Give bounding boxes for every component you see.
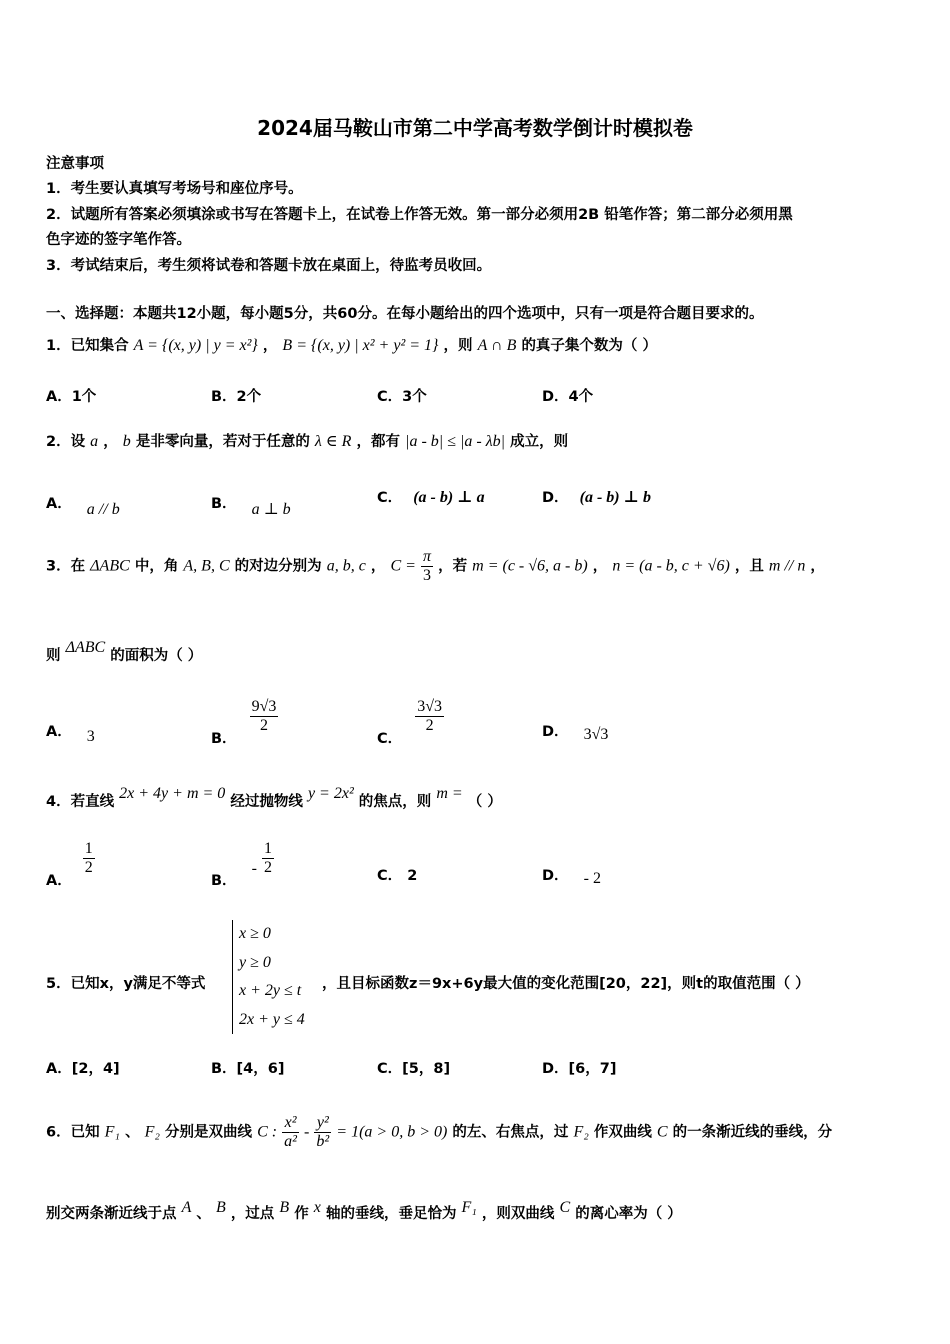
q2-option-b-math: a ⊥ b bbox=[251, 501, 291, 518]
q6-frac-y bbox=[314, 1114, 331, 1151]
q3-text-1: 中，角 bbox=[134, 558, 179, 575]
q4-option-b bbox=[211, 840, 274, 889]
q6-condition: = 1(a > 0, b > 0) bbox=[336, 1123, 448, 1141]
q2-lambda: λ ∈ R bbox=[314, 433, 352, 450]
q2-text-3: 成立，则 bbox=[510, 434, 569, 450]
q3-option-d-label: D． bbox=[542, 724, 569, 740]
q3-pi-over-3 bbox=[421, 548, 433, 585]
q4-option-a-frac bbox=[83, 840, 95, 877]
q2-option-c-label: C． bbox=[377, 490, 403, 506]
q1-option-b: B．2个 bbox=[211, 389, 262, 405]
q3-option-c-den: 2 bbox=[425, 717, 434, 734]
q5-inequality-system bbox=[232, 920, 305, 1034]
notice-item-1: 1．考生要认真填写考场号和座位序号。 bbox=[46, 181, 303, 197]
q1-option-a: A．1个 bbox=[46, 389, 97, 405]
exam-title: 2024届马鞍山市第二中学高考数学倒计时模拟卷 bbox=[257, 116, 693, 140]
q3-angles: A, B, C bbox=[183, 557, 230, 575]
q6-text-7: 轴的垂线，垂足恰为 bbox=[325, 1206, 457, 1222]
q6-line2: 别交两条渐近线于点 bbox=[46, 1206, 177, 1222]
q6-text-2: 的左、右焦点，过 bbox=[452, 1124, 569, 1141]
q6-f2: F₂ bbox=[144, 1123, 160, 1141]
q3-text-2: 的对边分别为 bbox=[234, 558, 322, 575]
q1-option-d: D．4个 bbox=[542, 389, 594, 405]
q5-ineq-1: x ≥ 0 bbox=[239, 925, 271, 942]
q2-prefix: 2．设 bbox=[46, 434, 86, 450]
q3-text-5: ， bbox=[810, 558, 825, 575]
q2-option-d-math: (a - b) ⊥ b bbox=[579, 489, 651, 506]
q3-triangle: ΔABC bbox=[90, 557, 130, 575]
q6-c: C bbox=[656, 1123, 668, 1141]
q3-option-c bbox=[377, 698, 444, 747]
q4-text-3: （ ） bbox=[467, 794, 502, 810]
q3-option-a-label: A． bbox=[46, 724, 72, 740]
q4-option-a-label: A． bbox=[46, 872, 72, 889]
q5-ineq-2: y ≥ 0 bbox=[239, 953, 271, 971]
q4-option-a bbox=[46, 840, 95, 889]
q1-cap: A ∩ B bbox=[477, 337, 517, 354]
q3-sep: ， bbox=[592, 558, 608, 575]
q4-option-c-label: C． bbox=[377, 868, 403, 884]
q6-f2-b: F₂ bbox=[573, 1123, 589, 1141]
q6-f1-b: F₁ bbox=[461, 1199, 477, 1216]
q3-option-c-num: 3√3 bbox=[417, 698, 442, 715]
q4-option-b-den: 2 bbox=[264, 859, 273, 876]
question-2 bbox=[46, 430, 568, 451]
q3-text-3: ，若 bbox=[438, 558, 468, 575]
q2-option-d-label: D． bbox=[542, 490, 569, 506]
q6-text-4: 的一条渐近线的垂线，分 bbox=[672, 1124, 833, 1141]
q1-prefix: 1．已知集合 bbox=[46, 338, 129, 354]
q5-ineq-3: x + 2y ≤ t bbox=[239, 982, 302, 999]
q4-option-a-num: 1 bbox=[84, 840, 93, 857]
q1-option-c: C．3个 bbox=[377, 389, 427, 405]
question-1 bbox=[46, 334, 657, 355]
notice-item-2: 2．试题所有答案必须填涂或书写在答题卡上，在试卷上作答无效。第一部分必须用2B 铅笔作答；第二部分必须用黑 bbox=[46, 207, 793, 223]
q6-point-a: A bbox=[181, 1199, 192, 1216]
q2-vector-a: a bbox=[90, 433, 99, 450]
question-4 bbox=[46, 785, 502, 811]
q3-vector-n: n = (a - b, c + √6) bbox=[612, 557, 730, 575]
q3-vector-m: m = (c - √6, a - b) bbox=[472, 557, 588, 575]
q2-vector-b: b bbox=[122, 433, 131, 450]
q6-text-1: 分别是双曲线 bbox=[165, 1124, 253, 1141]
question-5-prefix: 5．已知x，y满足不等式 bbox=[46, 976, 206, 992]
q6-a2: a² bbox=[284, 1133, 297, 1150]
q3-triangle-2: ΔABC bbox=[65, 639, 106, 656]
q6-sep: 、 bbox=[125, 1124, 140, 1141]
q4-line-equation: 2x + 4y + m = 0 bbox=[119, 785, 226, 802]
notice-item-2-cont: 色字迹的签字笔作答。 bbox=[46, 232, 191, 248]
q1-set-b: B = {(x, y) | x² + y² = 1} bbox=[282, 337, 439, 354]
q2-option-a bbox=[46, 492, 120, 518]
q6-x2: x² bbox=[282, 1114, 299, 1133]
q4-option-d-label: D． bbox=[542, 868, 569, 884]
q3-prefix: 3．在 bbox=[46, 558, 86, 575]
q5-option-c: C．[5，8] bbox=[377, 1061, 451, 1077]
q2-text-2: ，都有 bbox=[356, 434, 401, 450]
q3-pi: π bbox=[423, 548, 432, 565]
q3-angle-c: C = bbox=[390, 557, 416, 575]
q2-sep: ， bbox=[103, 434, 118, 450]
section-1-heading: 一、选择题：本题共12小题，每小题5分，共60分。在每小题给出的四个选项中，只有一项是符合题目要求的。 bbox=[46, 306, 764, 322]
question-6 bbox=[46, 1114, 832, 1151]
q3-option-b bbox=[211, 698, 278, 747]
notice-item-3: 3．考试结束后，考生须将试卷和答题卡放在桌面上，待监考员收回。 bbox=[46, 258, 492, 274]
q3-line2-suffix: 的面积为（ ） bbox=[110, 648, 203, 664]
q3-parallel: m // n bbox=[768, 557, 806, 575]
q3-option-c-label: C． bbox=[377, 730, 403, 747]
q4-option-a-den: 2 bbox=[84, 859, 93, 876]
q3-option-d bbox=[542, 720, 608, 741]
q6-x-axis: x bbox=[313, 1199, 321, 1216]
q4-option-b-num: 1 bbox=[264, 840, 273, 857]
q4-text-1: 经过抛物线 bbox=[230, 794, 303, 810]
q5-option-b: B．[4，6] bbox=[211, 1061, 285, 1077]
q4-option-b-frac bbox=[262, 840, 274, 877]
q3-option-b-label: B． bbox=[211, 730, 237, 747]
q6-dun: 、 bbox=[196, 1206, 211, 1222]
q1-mid: ，则 bbox=[443, 338, 473, 354]
q3-option-d-math: 3√3 bbox=[583, 726, 609, 743]
q3-option-b-frac bbox=[250, 698, 279, 735]
question-5-suffix: ，且目标函数z＝9x+6y最大值的变化范围[20，22]，则t的取值范围（ ） bbox=[322, 976, 810, 992]
q4-option-d-math: - 2 bbox=[583, 870, 601, 887]
q2-option-a-label: A． bbox=[46, 496, 72, 512]
q3-text-4: ，且 bbox=[734, 558, 764, 575]
q3-option-c-frac bbox=[415, 698, 444, 735]
q4-m: m = bbox=[436, 785, 463, 802]
q6-text-6: 作 bbox=[294, 1206, 309, 1222]
q6-frac-x bbox=[282, 1114, 299, 1151]
q6-text-8: ，则双曲线 bbox=[481, 1206, 555, 1222]
q6-b2: b² bbox=[316, 1133, 330, 1150]
q6-prefix: 6．已知 bbox=[46, 1124, 100, 1141]
q4-option-c-value: 2 bbox=[407, 868, 418, 884]
q2-option-b-label: B． bbox=[211, 496, 237, 512]
q3-option-b-den: 2 bbox=[260, 717, 269, 734]
q4-option-b-sign: - bbox=[251, 859, 257, 877]
q4-option-b-label: B． bbox=[211, 872, 237, 889]
q2-option-a-math: a // b bbox=[86, 501, 120, 518]
q4-option-d bbox=[542, 864, 601, 885]
q6-hyperbola-c: C : bbox=[257, 1123, 278, 1141]
q3-comma: ， bbox=[370, 558, 386, 575]
q2-option-d bbox=[542, 486, 651, 507]
q1-comma: ， bbox=[262, 338, 278, 354]
q6-point-b: B bbox=[215, 1199, 226, 1216]
q3-option-a-math: 3 bbox=[86, 728, 95, 745]
q2-option-c-math: (a - b) ⊥ a bbox=[413, 489, 485, 506]
q6-f1: F₁ bbox=[104, 1123, 120, 1141]
q3-line2-prefix: 则 bbox=[46, 648, 61, 664]
q1-suffix: 的真子集个数为（ ） bbox=[521, 338, 657, 354]
q1-set-a: A = {(x, y) | y = x²} bbox=[133, 337, 258, 354]
q6-y2: y² bbox=[314, 1114, 331, 1133]
q4-parabola: y = 2x² bbox=[307, 785, 354, 802]
q3-option-a bbox=[46, 720, 95, 745]
q6-text-5: ，过点 bbox=[230, 1206, 275, 1222]
q6-point-b-2: B bbox=[279, 1199, 290, 1216]
q3-three: 3 bbox=[423, 567, 431, 584]
q2-option-c bbox=[377, 486, 485, 507]
q6-text-9: 的离心率为（ ） bbox=[575, 1206, 682, 1222]
q5-option-a: A．[2，4] bbox=[46, 1061, 120, 1077]
q5-ineq-4: 2x + y ≤ 4 bbox=[239, 1010, 305, 1028]
q4-text-2: 的焦点，则 bbox=[358, 794, 432, 810]
q5-option-d: D．[6，7] bbox=[542, 1061, 617, 1077]
q4-prefix: 4．若直线 bbox=[46, 794, 115, 810]
q3-sides: a, b, c bbox=[326, 557, 366, 575]
q6-c-2: C bbox=[559, 1199, 571, 1216]
q2-option-b bbox=[211, 492, 291, 518]
q4-option-c bbox=[377, 864, 417, 885]
q3-option-b-num: 9√3 bbox=[251, 698, 277, 715]
q2-text-1: 是非零向量，若对于任意的 bbox=[135, 434, 310, 450]
q2-inequality: |a - b| ≤ |a - λb| bbox=[405, 433, 506, 450]
notice-heading: 注意事项 bbox=[46, 156, 104, 172]
q6-minus: - bbox=[304, 1123, 310, 1141]
question-6-line-2 bbox=[46, 1199, 682, 1223]
question-3-line-2 bbox=[46, 639, 203, 665]
question-3 bbox=[46, 548, 825, 585]
q6-text-3: 作双曲线 bbox=[593, 1124, 652, 1141]
